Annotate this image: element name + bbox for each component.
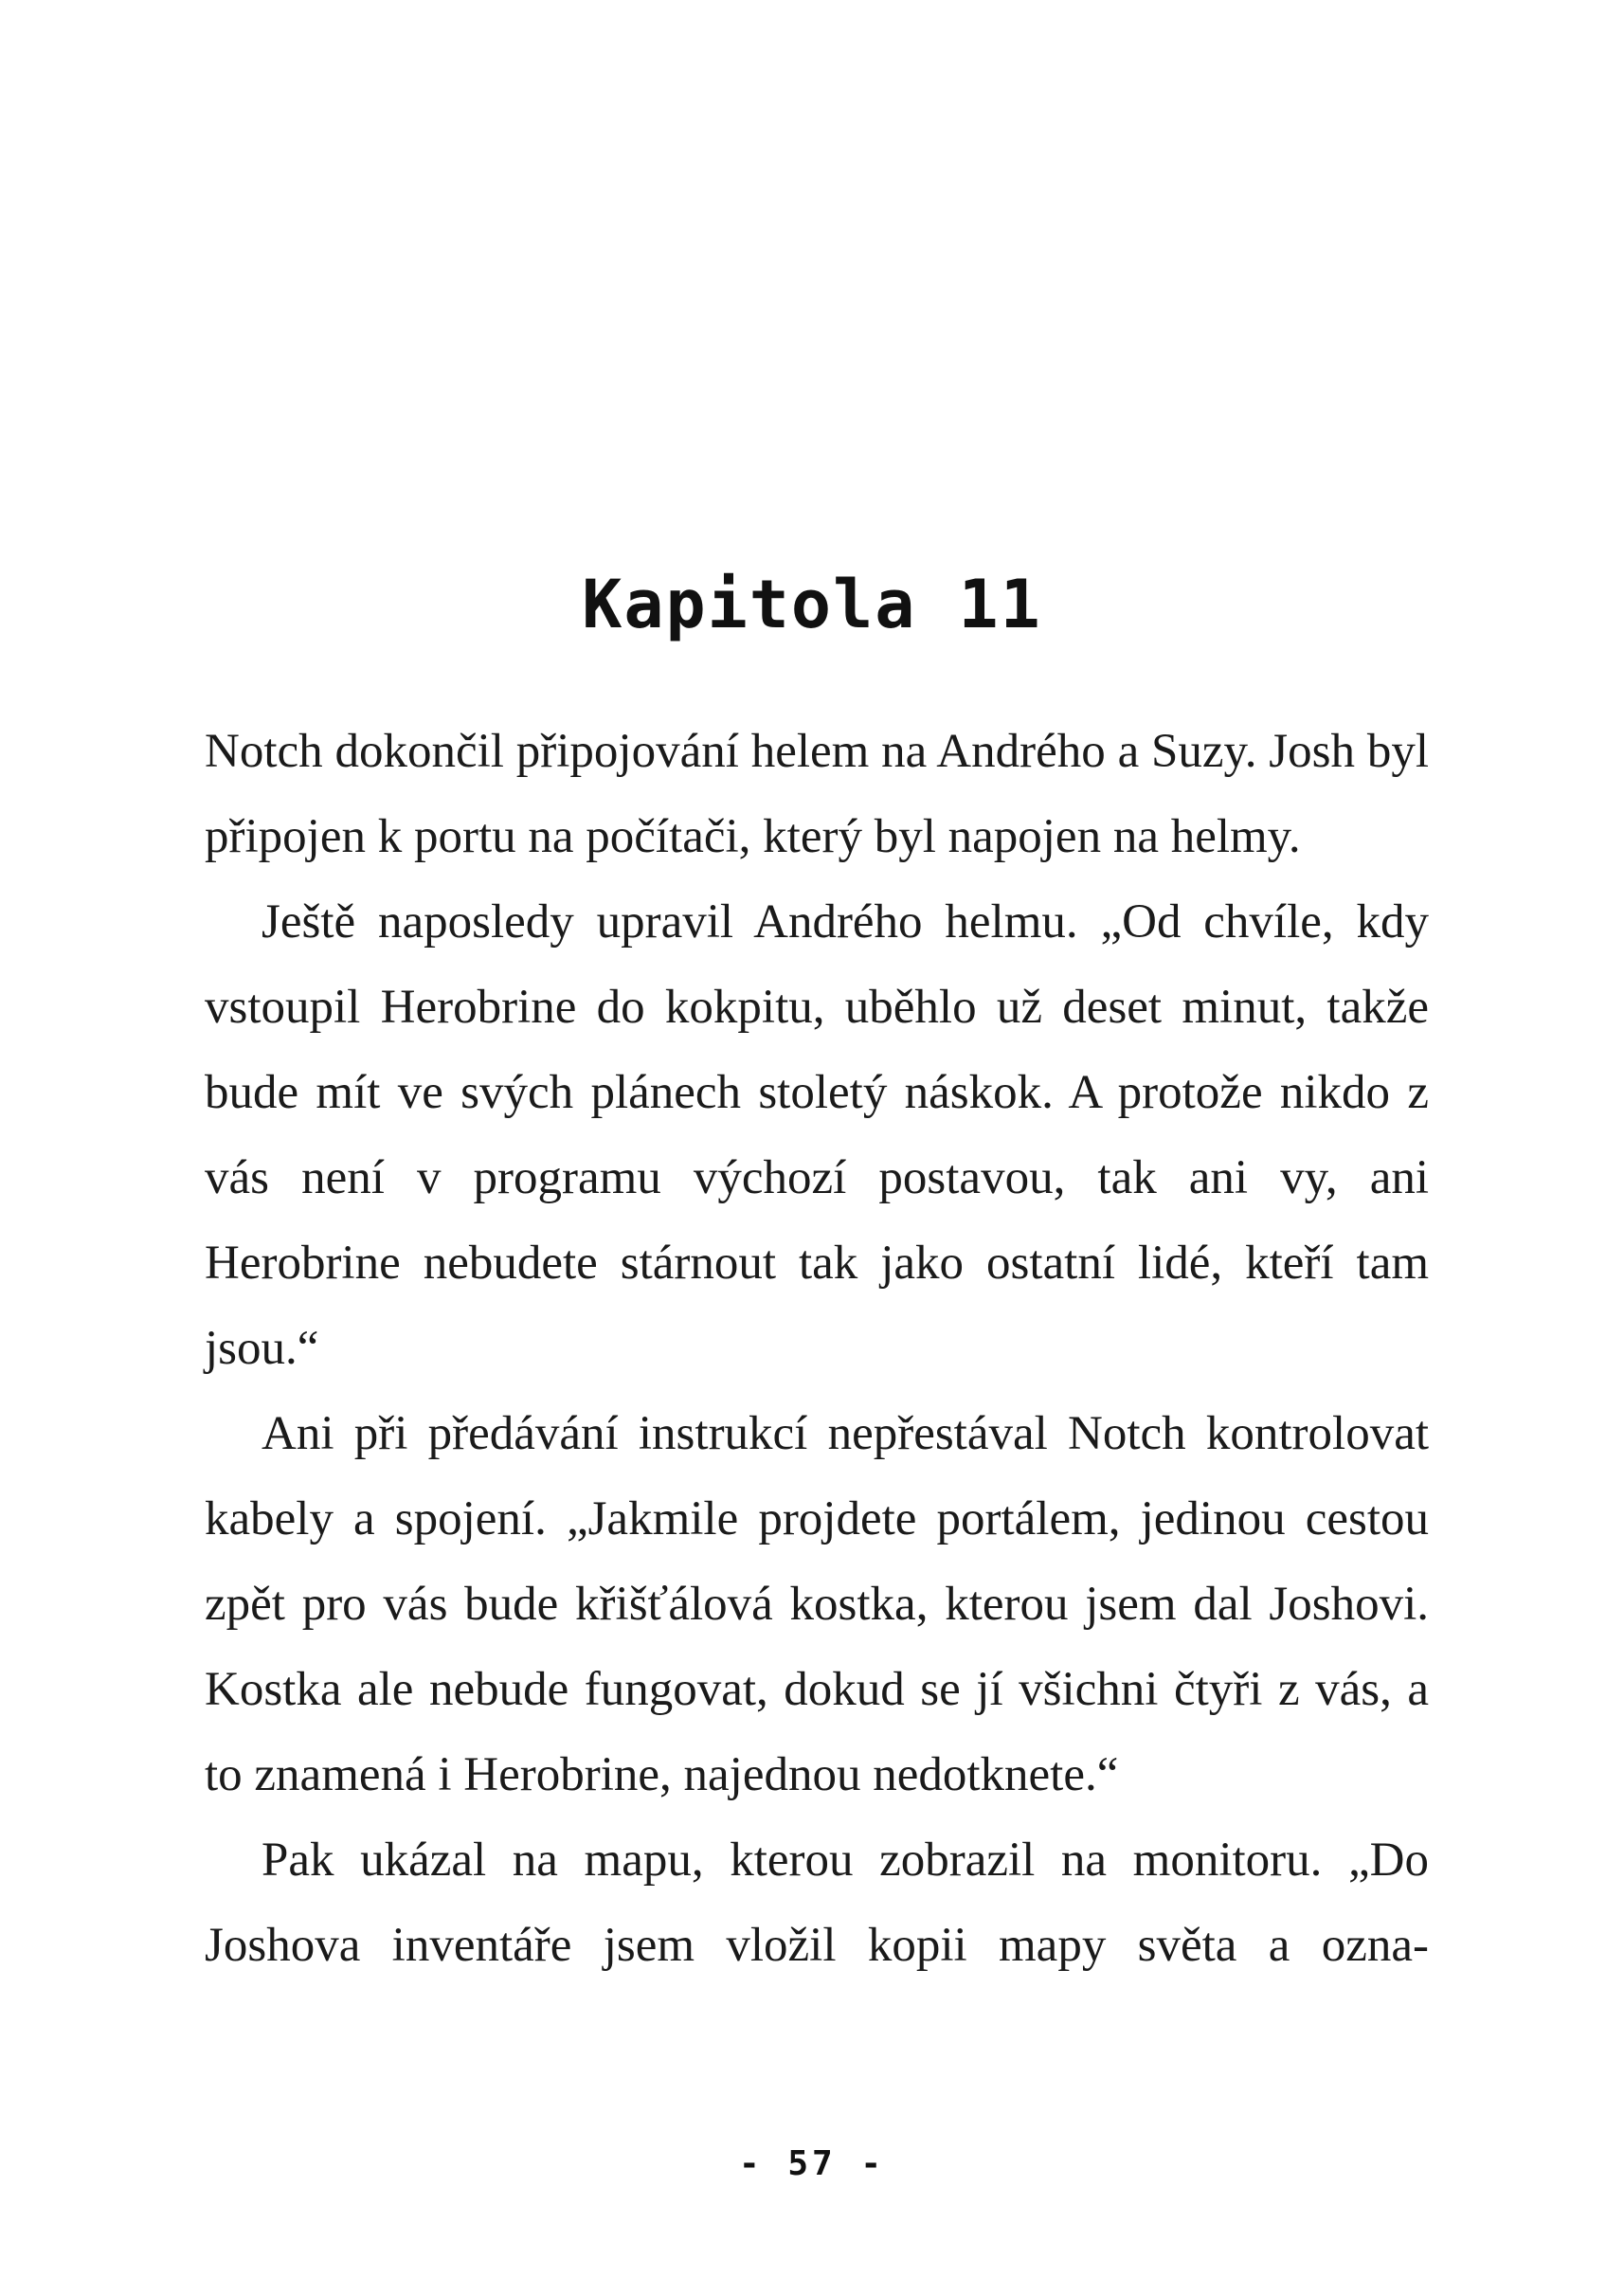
paragraph-3: Ani při předávání instrukcí nepřestával Notch kontrolovat kabely a spojení. „Jakmile projdete portálem, jedinou cestou zpět pro vás bude křišťálová kostka, kterou jsem dal Joshovi. Kostka ale nebude fungovat, dokud se jí všichni čtyři z vás, a to znamená i Herobrine, najednou nedotknete.“ [205,1407,1429,1801]
paragraph-1: Notch dokončil připojování helem na Andrého a Suzy. Josh byl připojen k portu na počítači, který byl napojen na helmy. [205,725,1429,863]
page-number: - 57 - [738,2144,886,2183]
chapter-title: Kapitola 11 [582,566,1042,643]
body-text [205,709,1429,1988]
paragraph-4: Pak ukázal na mapu, kterou zobrazil na monitoru. „Do Joshova inventáře jsem vložil kopii mapy světa a ozna- [205,1834,1429,1972]
paragraph-2: Ještě naposledy upravil Andrého helmu. „Od chvíle, kdy vstoupil Herobrine do kokpitu, uběhlo už deset minut, takže bude mít ve svých plánech stoletý náskok. A protože nikdo z vás není v programu výchozí postavou, tak ani vy, ani Herobrine nebudete stárnout tak jako ostatní lidé, kteří tam jsou.“ [205,895,1429,1375]
